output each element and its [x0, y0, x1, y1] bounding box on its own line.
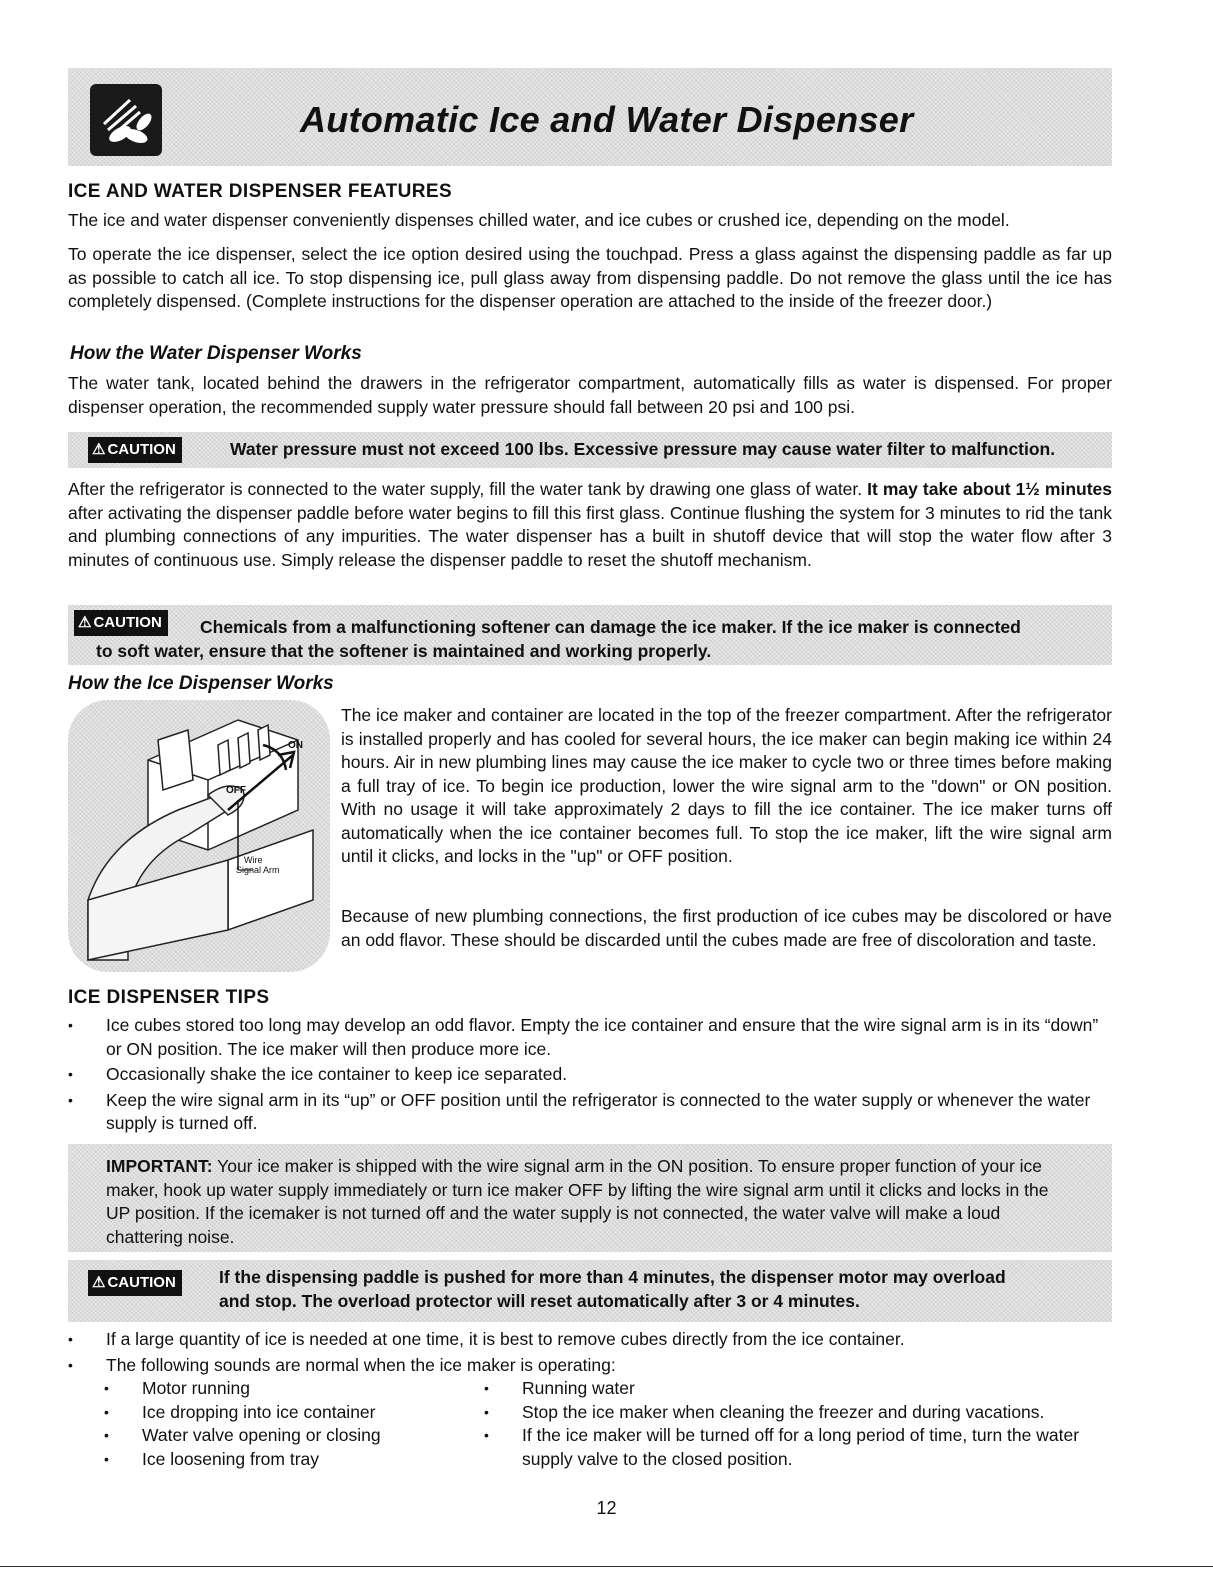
sound-item: • Motor running: [104, 1377, 484, 1401]
figure-label-on: ON: [288, 740, 303, 751]
sound-item: • If the ice maker will be turned off for a long period of time, turn the water supply valve to the closed position.: [484, 1424, 1114, 1471]
caution-text-3-line-1: If the dispensing paddle is pushed for more than 4 minutes, the dispenser motor may overload: [219, 1267, 1006, 1287]
caution-text-3-line-2: and stop. The overload protector will reset automatically after 3 or 4 minutes.: [219, 1291, 860, 1311]
ice-maker-illustration: [68, 700, 330, 972]
ice-cubes-logo-icon: [90, 84, 162, 156]
water-dispenser-heading: How the Water Dispenser Works: [70, 343, 362, 364]
sound-item: • Ice loosening from tray: [104, 1448, 484, 1472]
page-title: Automatic Ice and Water Dispenser: [300, 99, 914, 140]
bottom-rule: [0, 1566, 1213, 1567]
caution-text-2-line-1: Chemicals from a malfunctioning softener can damage the ice maker. If the ice maker is connected: [200, 617, 1021, 637]
features-heading: ICE AND WATER DISPENSER FEATURES: [68, 181, 453, 202]
tip-item-3: • Keep the wire signal arm in its “up” or OFF position until the refrigerator is connected to the water supply or whenever the water supply is turned off.: [68, 1089, 1112, 1136]
figure-label-signal-arm: Signal Arm: [236, 865, 280, 875]
ice-dispenser-heading: How the Ice Dispenser Works: [68, 673, 334, 694]
ice-paragraph-1: The ice maker and container are located in the top of the freezer compartment. After the refrigerator is installed properly and has cooled for several hours, the ice maker can begin making ice within 24 hours. Air in new plumbing lines may cause the ice maker to cycle two or three times before making a full tray of ice. To begin ice production, lower the wire signal arm to the "down" or ON position. With no usage it will take approximately 2 days to fill the ice container. The ice maker turns off automatically when the ice container becomes full. To stop the ice maker, lift the wire signal arm until it clicks, and locks in the "up" or OFF position.: [341, 705, 1112, 866]
caution-badge-2: ⚠ CAUTION: [74, 610, 168, 636]
ice-paragraph-2: Because of new plumbing connections, the first production of ice cubes may be discolored or have an odd flavor. These should be discarded until the cubes made are free of discoloration and taste.: [341, 906, 1112, 950]
tip-item-2: • Occasionally shake the ice container to keep ice separated.: [68, 1063, 1112, 1087]
water-paragraph-2: After the refrigerator is connected to the water supply, fill the water tank by drawing one glass of water. It may take about 1½ minutes after activating the dispenser paddle before water begins to fill this first glass. Continue flushing the system for 3 minutes to rid the tank and plumbing connections of any impurities. The water dispenser has a built in shutoff device that will stop the water flow after 3 minutes of continuous use. Simply release the dispenser paddle to reset the shutoff mechanism.: [68, 479, 1112, 570]
warning-triangle-icon: ⚠: [92, 1274, 106, 1291]
tips-list: [68, 1014, 1112, 1138]
sound-item: • Water valve opening or closing: [104, 1424, 484, 1448]
caution-text-1: Water pressure must not exceed 100 lbs. Excessive pressure may cause water filter to malfunction.: [230, 439, 1056, 459]
sound-item: • Running water: [484, 1377, 1114, 1401]
figure-label-wire: Wire: [244, 855, 263, 865]
sound-item: • Stop the ice maker when cleaning the freezer and during vacations.: [484, 1401, 1114, 1425]
tip-item-5: • The following sounds are normal when the ice maker is operating:: [68, 1354, 1112, 1378]
features-paragraph-1: The ice and water dispenser conveniently dispenses chilled water, and ice cubes or crushed ice, depending on the model.: [68, 210, 1010, 230]
features-paragraph-2: To operate the ice dispenser, select the ice option desired using the touchpad. Press a glass against the dispensing paddle as far up as possible to catch all ice. To stop dispensing ice, pull glass away from dispensing paddle. Do not remove the glass until the ice has completely dispensed. (Complete instructions for the dispenser operation are attached to the inside of the freezer door.): [68, 244, 1112, 311]
sounds-list-right: [484, 1377, 1114, 1471]
caution-badge-3: ⚠ CAUTION: [88, 1270, 182, 1296]
tips-heading: ICE DISPENSER TIPS: [68, 987, 270, 1008]
figure-label-off: OFF: [226, 785, 246, 796]
warning-triangle-icon: ⚠: [92, 441, 106, 458]
important-note: IMPORTANT: Your ice maker is shipped with the wire signal arm in the ON position. To ensure proper function of your ice maker, hook up water supply immediately or turn ice maker OFF by lifting the wire signal arm until it clicks and locks in the UP position. If the icemaker is not turned off and the water supply is not connected, the water valve will make a loud chattering noise.: [106, 1156, 1049, 1247]
tips-list-2: [68, 1328, 1112, 1379]
caution-badge-1: ⚠ CAUTION: [88, 437, 182, 463]
tip-item-4: • If a large quantity of ice is needed at one time, it is best to remove cubes directly from the ice container.: [68, 1328, 1112, 1352]
warning-triangle-icon: ⚠: [78, 614, 92, 631]
page-number: 12: [596, 1498, 617, 1518]
sounds-list-left: [104, 1377, 484, 1471]
water-paragraph-1: The water tank, located behind the drawers in the refrigerator compartment, automatically fills as water is dispensed. For proper dispenser operation, the recommended supply water pressure should fall between 20 psi and 100 psi.: [68, 373, 1112, 417]
sound-item: • Ice dropping into ice container: [104, 1401, 484, 1425]
caution-text-2-line-2: to soft water, ensure that the softener is maintained and working properly.: [96, 641, 712, 661]
tip-item-1: • Ice cubes stored too long may develop an odd flavor. Empty the ice container and ensure that the wire signal arm is in its “down” or ON position. The ice maker will then produce more ice.: [68, 1014, 1112, 1061]
